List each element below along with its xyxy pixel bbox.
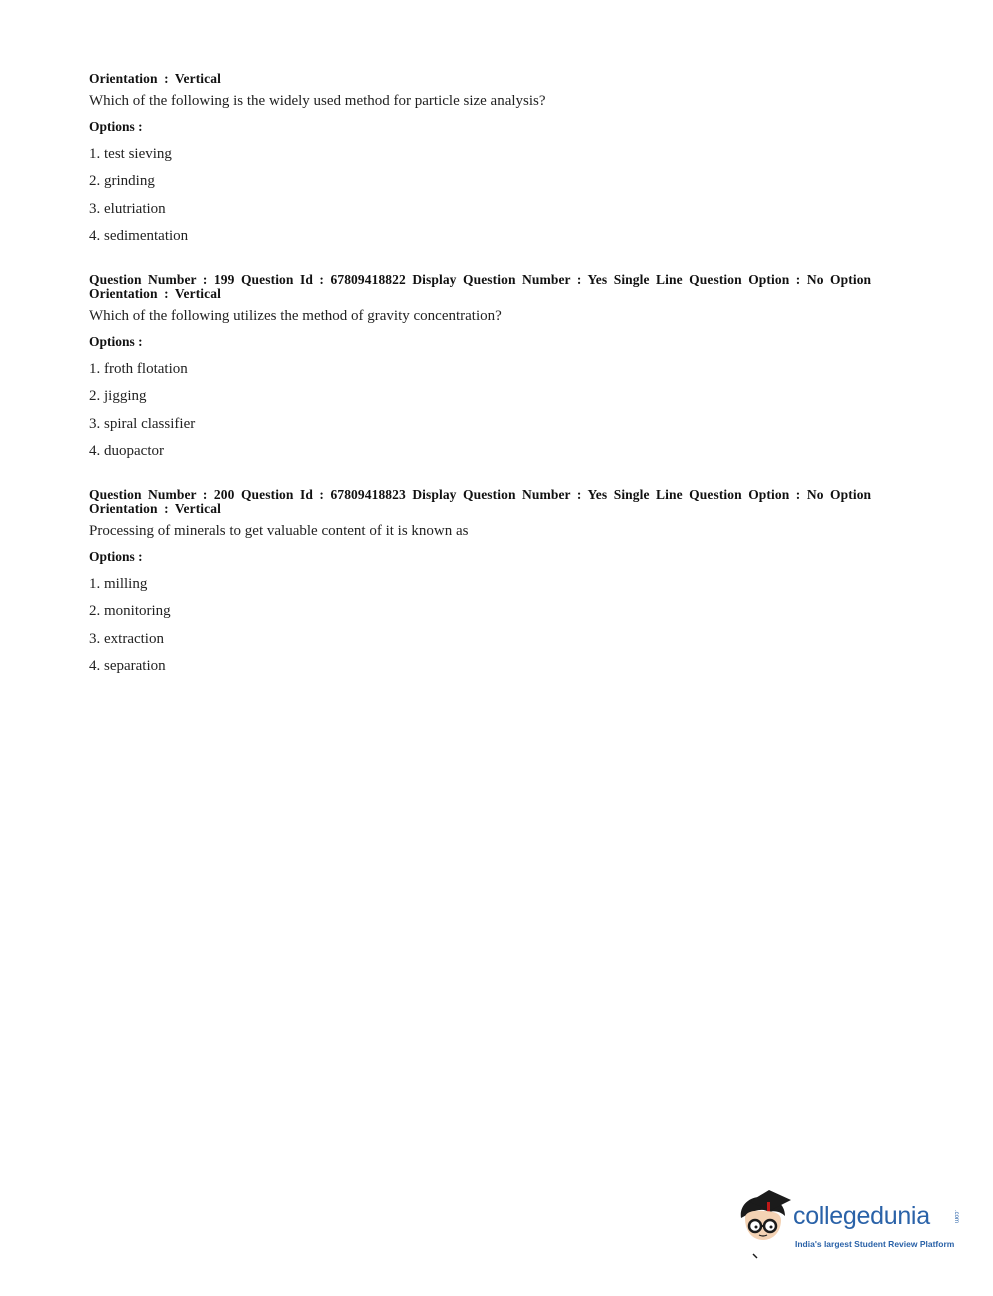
question-text: Which of the following utilizes the method of gravity concentration? <box>89 308 502 324</box>
question-block-200 <box>89 488 889 675</box>
logo-domain-suffix: .com <box>953 1210 959 1224</box>
question-block-198 <box>89 72 889 245</box>
option-item: 4. separation <box>89 658 166 674</box>
options-label: Options : <box>89 119 143 134</box>
option-item: 4. sedimentation <box>89 228 189 244</box>
option-item: 3. spiral classifier <box>89 415 196 432</box>
options-label: Options : <box>89 334 143 349</box>
option-item: 3. elutriation <box>89 200 166 217</box>
option-item: 1. test sieving <box>89 145 172 162</box>
option-item: 3. extraction <box>89 630 164 647</box>
question-meta: Orientation : Vertical <box>89 71 221 86</box>
question-meta: Question Number : 199 Question Id : 67809418822 Display Question Number : Yes Single Line Question Option : No Option Orientation : Vertical <box>89 272 872 301</box>
logo-tagline: India's largest Student Review Platform <box>795 1239 955 1249</box>
option-item: 2. monitoring <box>89 603 171 619</box>
logo-wordmark: collegedunia <box>793 1202 930 1230</box>
option-item: 4. duopactor <box>89 443 164 459</box>
option-item: 2. jigging <box>89 388 147 404</box>
collegedunia-logo <box>735 1188 960 1260</box>
question-block-199 <box>89 273 889 460</box>
options-label: Options : <box>89 549 143 564</box>
option-item: 1. milling <box>89 575 148 592</box>
question-text: Processing of minerals to get valuable content of it is known as <box>89 523 469 539</box>
question-meta: Question Number : 200 Question Id : 67809418823 Display Question Number : Yes Single Line Question Option : No Option Orientation : Vertical <box>89 487 872 516</box>
option-item: 2. grinding <box>89 173 155 189</box>
question-text: Which of the following is the widely used method for particle size analysis? <box>89 93 546 109</box>
mascot-icon <box>735 1188 795 1260</box>
option-item: 1. froth flotation <box>89 360 188 377</box>
